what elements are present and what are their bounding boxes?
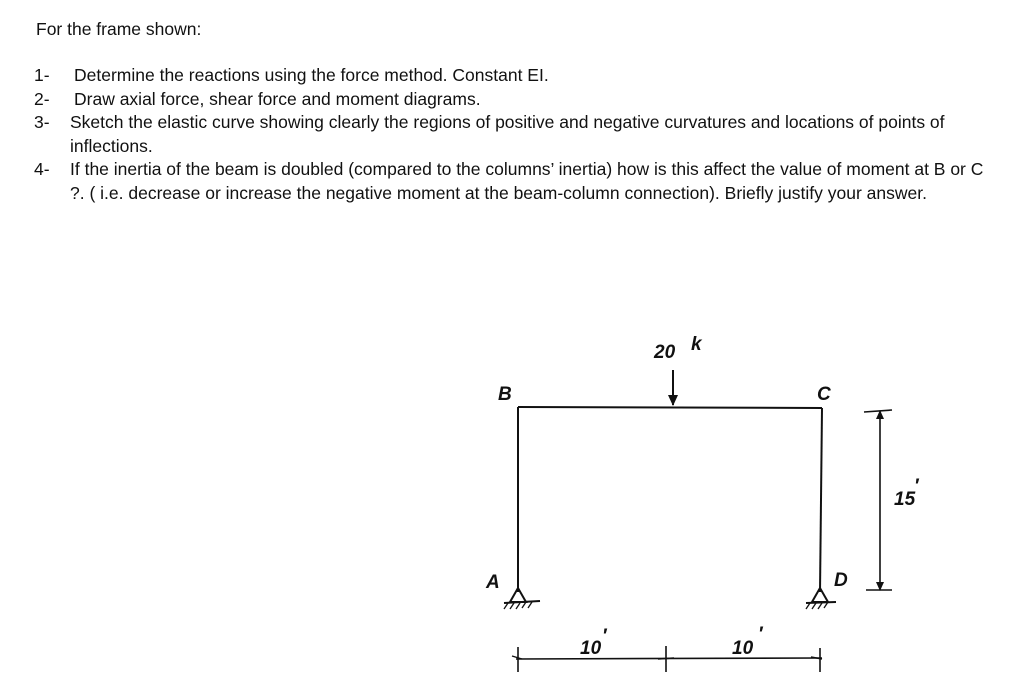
question-item	[34, 64, 994, 88]
column-cd	[820, 408, 822, 592]
question-number: 3-	[34, 112, 50, 132]
span-left-value: 10	[580, 638, 602, 659]
height-mark: ′	[914, 476, 919, 497]
span-right-value: 10	[732, 638, 754, 659]
height-dimension	[864, 410, 892, 591]
label-b: B	[498, 384, 512, 405]
pin-support-d	[806, 588, 836, 609]
load-value: 20	[654, 342, 676, 363]
height-value: 15	[894, 489, 916, 510]
question-text: Sketch the elastic curve showing clearly the regions of positive and negative curvatures and locations of points of inflections.	[70, 112, 945, 156]
label-d: D	[834, 570, 848, 591]
pin-support-a	[504, 588, 540, 609]
label-a: A	[486, 572, 500, 593]
question-number: 2-	[34, 88, 50, 109]
question-item	[34, 111, 994, 158]
load-arrow	[668, 370, 678, 406]
question-item	[34, 88, 994, 112]
label-c: C	[817, 384, 831, 405]
question-number: 4-	[34, 159, 50, 179]
intro-text: For the frame shown:	[36, 19, 202, 39]
question-list	[34, 64, 994, 205]
question-number: 1-	[34, 65, 50, 85]
question-item	[34, 158, 994, 205]
question-text: If the inertia of the beam is doubled (compared to the columns’ inertia) how is this affect the value of moment at B or C ?. ( i.e. decrease or increase the negative moment at the beam-column connection). Briefly justify your answer.	[70, 159, 984, 203]
question-text: Determine the reactions using the force method. Constant EI.	[74, 65, 549, 85]
span-dimension	[512, 646, 822, 672]
question-text: Draw axial force, shear force and moment diagrams.	[74, 88, 481, 109]
load-unit: k	[691, 334, 702, 355]
frame-figure	[470, 320, 950, 685]
frame-drawing	[470, 320, 950, 685]
span-left-mark: ′	[602, 626, 607, 647]
span-right-mark: ′	[758, 624, 763, 645]
beam-bc	[518, 407, 822, 408]
